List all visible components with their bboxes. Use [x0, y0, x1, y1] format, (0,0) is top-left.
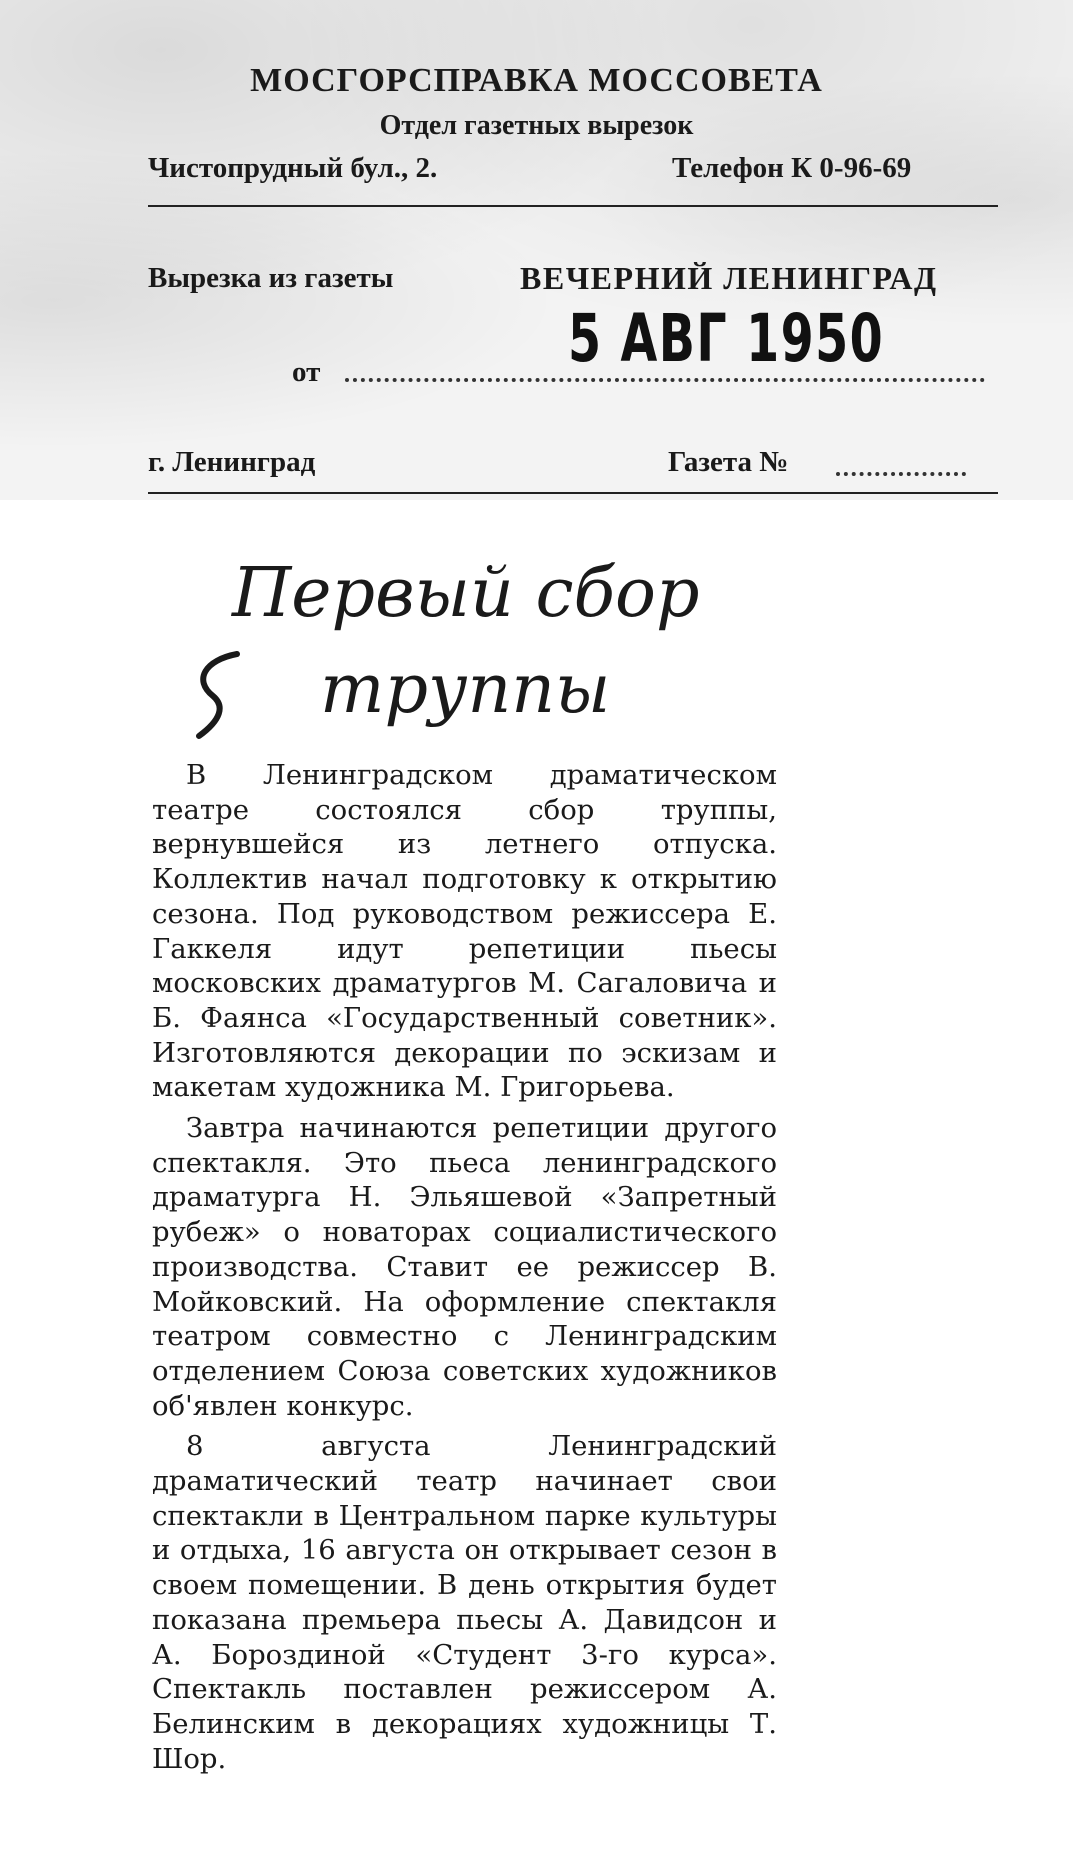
bureau-address: Чистопрудный бул., 2.: [148, 152, 438, 184]
header-divider-top: [148, 205, 998, 207]
clipping-label: Вырезка из газеты: [148, 262, 394, 294]
headline-line-1: Первый сбор: [232, 554, 700, 633]
article-paragraph-2: Завтра начинаются репетиции другого спектакля. Это пьеса ленинградского драматурга Н. Эльяшевой «Запретный рубеж» о новаторах социалистического производства. Ставит ее режиссер В. Мойковский. На оформление спектакля театром совместно с Ленинградским отделением Союза советских художников об'явлен конкурс.: [152, 1112, 777, 1422]
clipping-header-stamp: [0, 0, 1073, 500]
bureau-phone: Телефон К 0-96-69: [672, 152, 912, 184]
headline-line-2: труппы: [320, 650, 611, 729]
organization-name: МОСГОРСПРАВКА МОССОВЕТА: [250, 62, 823, 99]
article-paragraph-3: 8 августа Ленинградский драматический театр начинает свои спектакли в Центральном парке культуры и отдыха, 16 августа он открывает сезон в своем помещении. В день открытия будет показана премьера пьесы А. Давидсон и А. Бороздиной «Студент 3-го курса». Спектакль поставлен режиссером А. Белинским в декорациях художницы Т. Шор.: [152, 1430, 777, 1775]
issue-number-label: Газета №: [668, 446, 789, 478]
department-name: Отдел газетных вырезок: [379, 110, 694, 141]
article-body: [152, 758, 777, 1776]
city-label: г. Ленинград: [148, 446, 316, 478]
header-divider-bottom: [148, 492, 998, 494]
newspaper-name: ВЕЧЕРНИЙ ЛЕНИНГРАД: [520, 260, 938, 296]
date-stamp: 5 АВГ 1950: [568, 300, 885, 377]
date-from-label: от: [292, 356, 321, 388]
issue-dotted-line: [836, 446, 966, 476]
article-paragraph-1: В Ленинградском драматическом театре состоялся сбор труппы, вернувшейся из летнего отпуска. Коллектив начал подготовку к открытию сезона. Под руководством режиссера Е. Гаккеля идут репетиции пьесы московских драматургов М. Сагаловича и Б. Фаянса «Государственный советник». Изготовляются декорации по эскизам и макетам художника М. Григорьева.: [152, 759, 777, 1104]
headline-flourish-icon: [185, 650, 255, 740]
